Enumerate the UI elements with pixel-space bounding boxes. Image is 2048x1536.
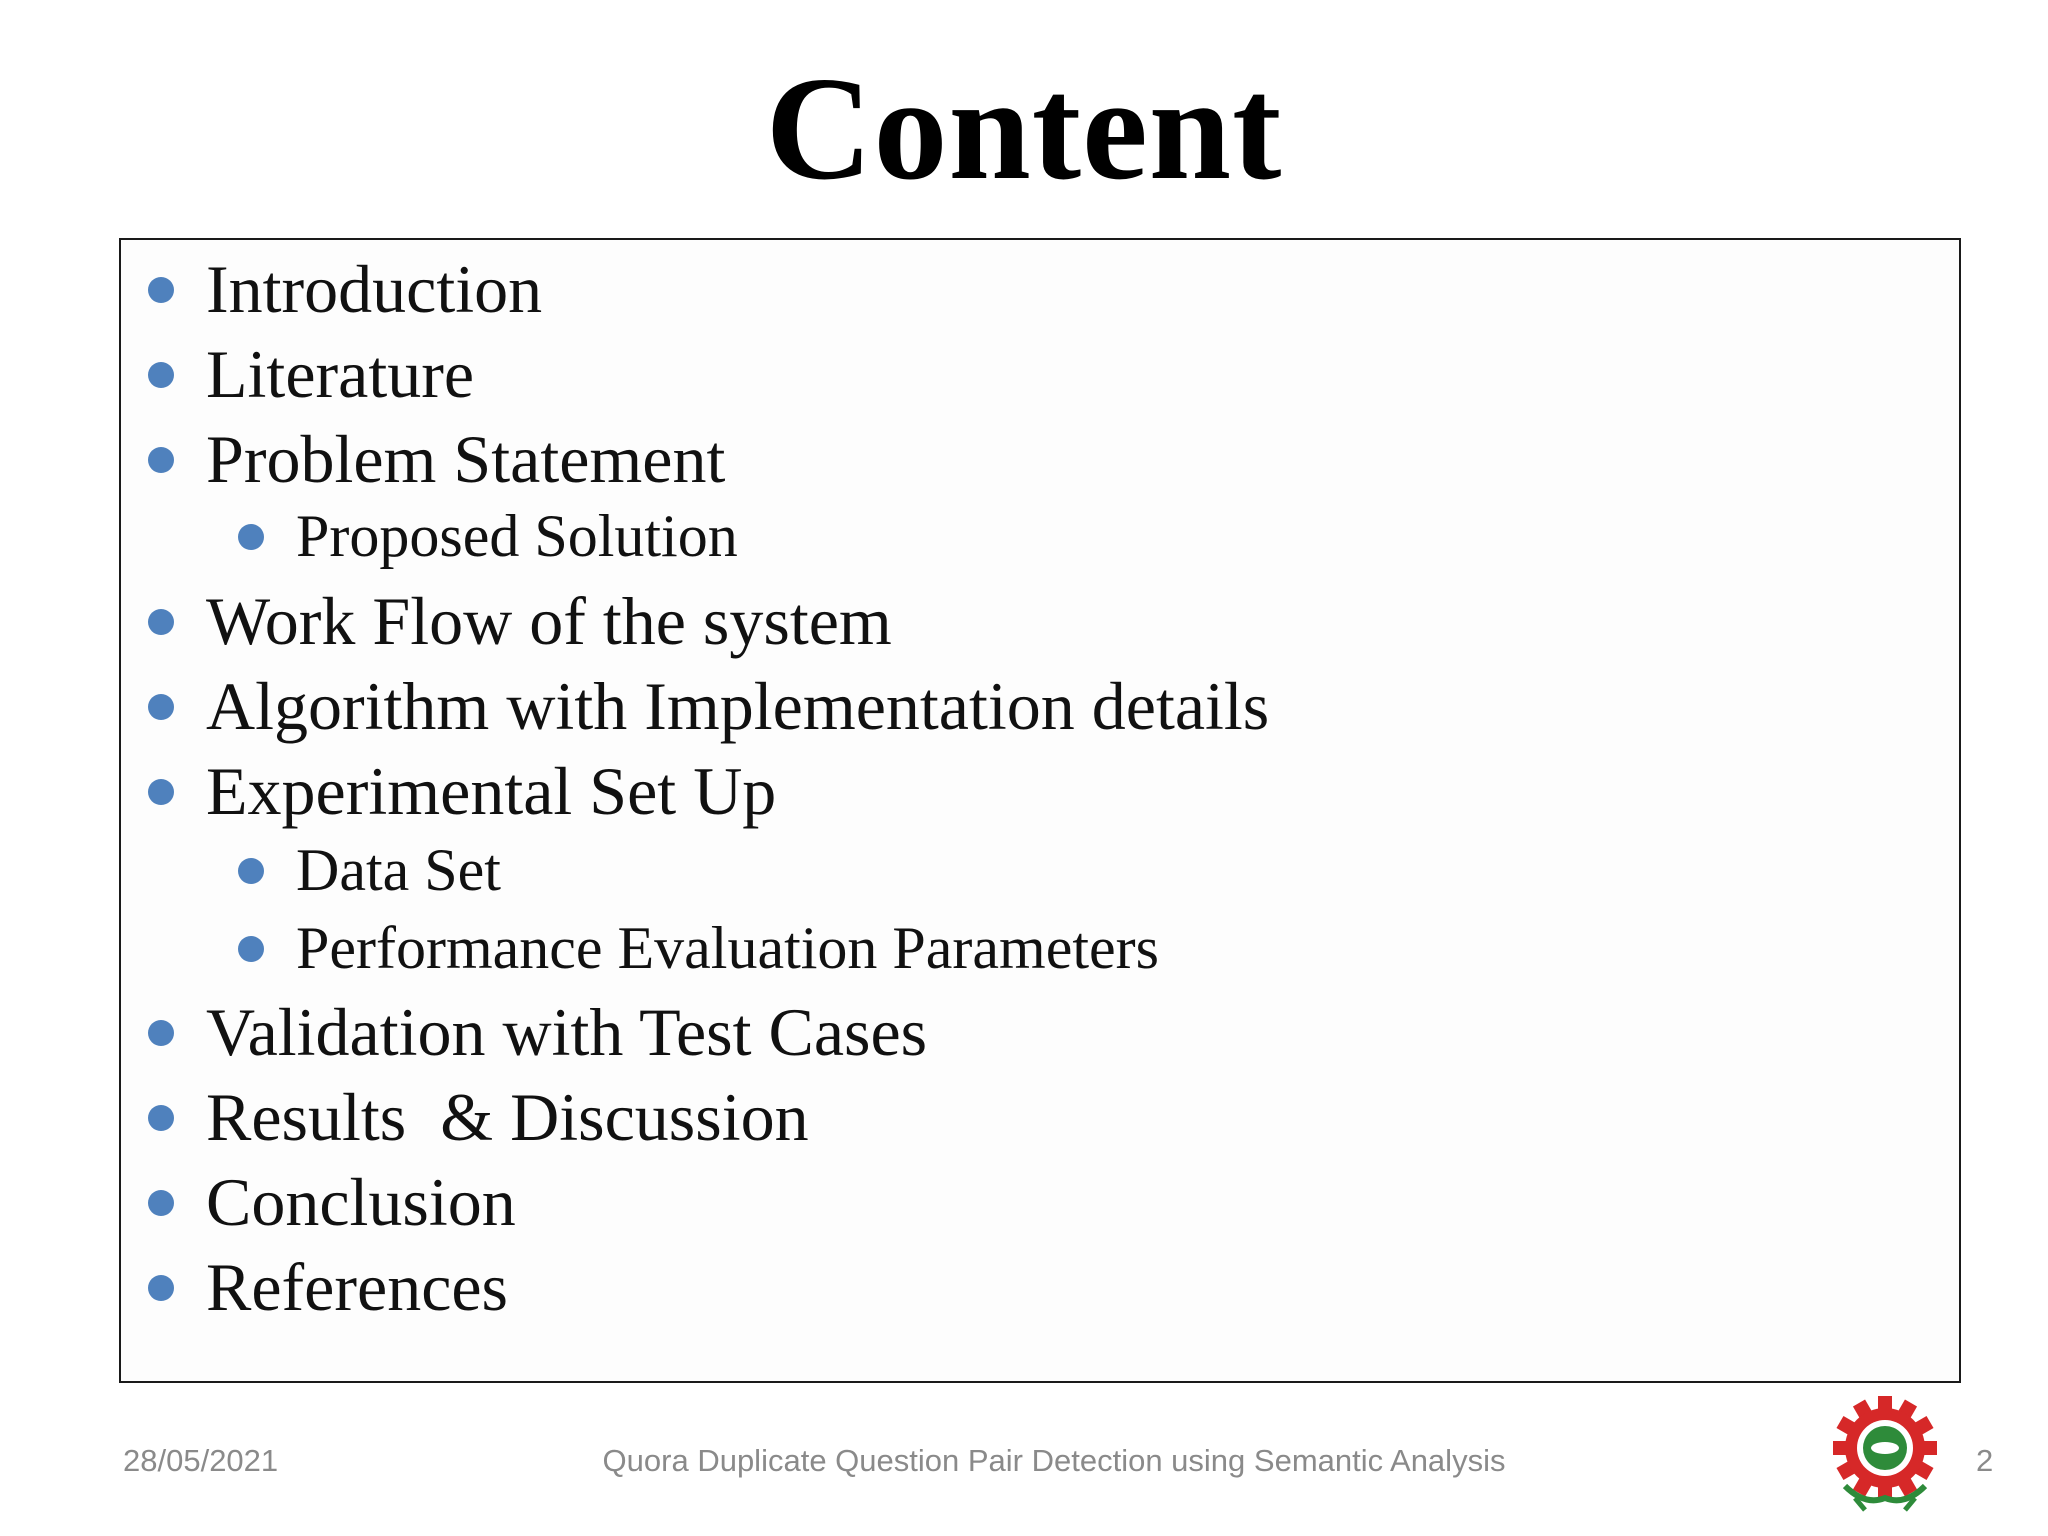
toc-item-text: Introduction — [206, 251, 543, 327]
bullet-icon — [238, 524, 264, 550]
toc-item — [121, 1078, 809, 1157]
bullet-icon — [148, 1020, 174, 1046]
toc-item-text: Conclusion — [206, 1164, 516, 1240]
toc-item — [121, 250, 542, 329]
toc-item — [121, 1163, 516, 1242]
toc-item-text: Data Set — [296, 837, 501, 903]
toc-item-text: Experimental Set Up — [206, 753, 777, 829]
toc-item — [121, 1248, 508, 1327]
toc-item-text: Validation with Test Cases — [206, 994, 928, 1070]
toc-item-text: References — [206, 1249, 509, 1325]
institution-logo-icon — [1820, 1388, 1950, 1518]
toc-item — [121, 420, 725, 499]
bullet-icon — [238, 936, 264, 962]
bullet-icon — [148, 694, 174, 720]
toc-item — [121, 993, 927, 1072]
toc-item-text: Algorithm with Implementation details — [206, 668, 1270, 744]
toc-item-text: Proposed Solution — [296, 503, 738, 569]
bullet-icon — [238, 858, 264, 884]
footer-title: Quora Duplicate Question Pair Detection using Semantic Analysis — [602, 1443, 1506, 1478]
toc-subitem — [121, 836, 501, 905]
bullet-icon — [148, 277, 174, 303]
slide-title: Content — [765, 47, 1283, 211]
toc-item — [121, 582, 892, 661]
toc-item-text: Work Flow of the system — [206, 583, 892, 659]
footer-date: 28/05/2021 — [123, 1443, 279, 1478]
toc-item-text: Problem Statement — [206, 421, 726, 497]
bullet-icon — [148, 779, 174, 805]
page-number: 2 — [1976, 1443, 1994, 1478]
toc-subitem — [121, 914, 1159, 983]
toc-item — [121, 335, 474, 414]
toc-item-text: Literature — [206, 336, 475, 412]
bullet-icon — [148, 447, 174, 473]
bullet-icon — [148, 609, 174, 635]
bullet-icon — [148, 1105, 174, 1131]
content-box — [119, 238, 1961, 1383]
toc-item-text: Performance Evaluation Parameters — [296, 915, 1159, 981]
gear-logo-icon — [1820, 1388, 1950, 1518]
bullet-icon — [148, 362, 174, 388]
toc-item — [121, 752, 776, 831]
toc-subitem — [121, 502, 738, 571]
bullet-icon — [148, 1275, 174, 1301]
bullet-icon — [148, 1190, 174, 1216]
toc-item — [121, 667, 1269, 746]
toc-item-text: Results & Discussion — [206, 1079, 809, 1155]
